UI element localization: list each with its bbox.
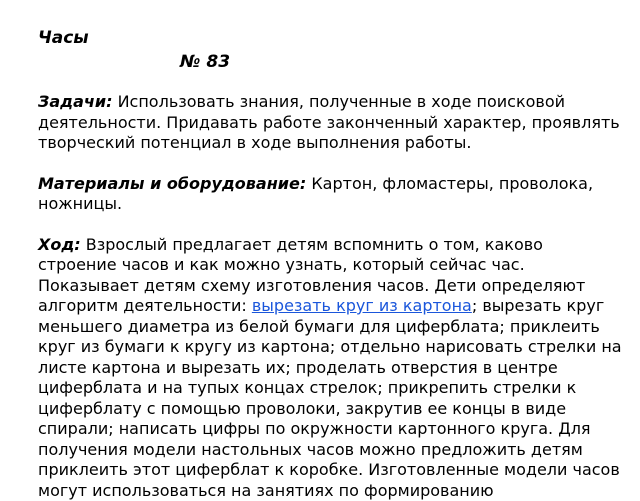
course-paragraph [38,235,626,501]
document-title: Часы [38,28,626,52]
course-text-before: Взрослый предлагает детям вспомнить о том, каково строение часов и как можно узнать, который сейчас час. Показывает детям схему изготовления часов. Дети определяют алгоритм деятельности: [38,235,585,316]
tasks-text: Использовать знания, полученные в ходе поисковой деятельности. Придавать работе законченный характер, проявлять творческий потенциал в ходе выполнения работы. [38,92,620,152]
course-text-after: ; вырезать круг меньшего диаметра из белой бумаги для циферблата; приклеить круг из бумаги к кругу из картона; отдельно нарисовать стрелки на листе картона и вырезать их; проделать отверстия в центре циферблата и на тупых концах стрелок; прикрепить стрелки к циферблату с помощью проволоки, закрутив ее концы в виде спирали; написать цифры по окружности картонного круга. Для получения модели настольных часов можно предложить детям приклеить этот циферблат к коробке. Изготовленные модели часов могут использоваться на занятиях по формированию [38,296,622,500]
document-number: № 83 [38,52,626,76]
spacer [38,76,626,92]
document-page [38,28,626,501]
materials-paragraph [38,174,626,215]
tasks-paragraph [38,92,626,154]
cut-circle-link[interactable]: вырезать круг из картона [252,296,472,315]
tasks-label: Задачи: [38,92,112,111]
materials-text: Картон, фломастеры, проволока, ножницы. [38,174,593,214]
spacer [38,215,626,235]
spacer [38,154,626,174]
course-label: Ход: [38,235,81,254]
materials-label: Материалы и оборудование: [38,174,306,193]
